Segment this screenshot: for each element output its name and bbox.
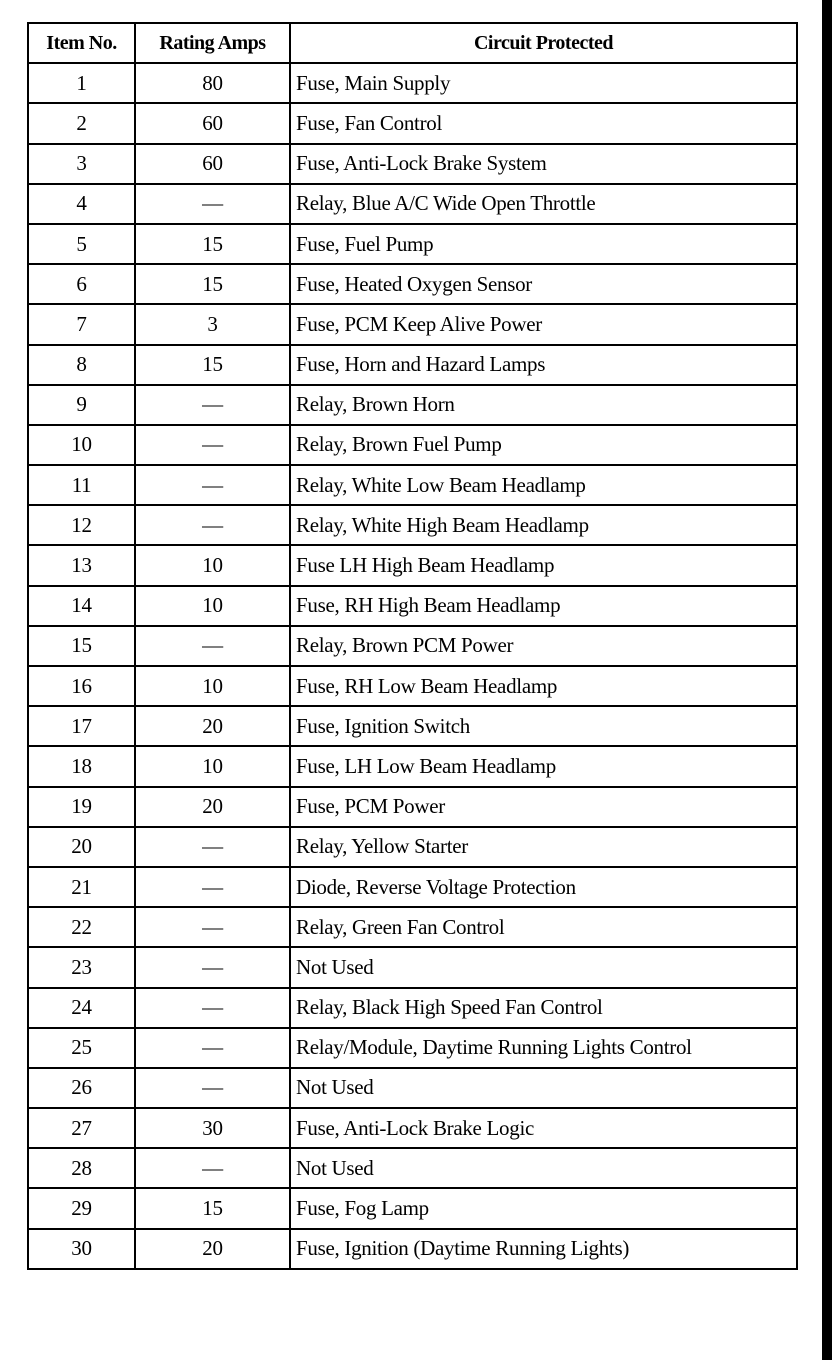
table-row xyxy=(28,545,797,585)
table-row xyxy=(28,1148,797,1188)
cell-circuit-protected: Fuse, Main Supply xyxy=(290,63,797,103)
cell-circuit-protected: Relay, Green Fan Control xyxy=(290,907,797,947)
cell-circuit-protected: Relay, White Low Beam Headlamp xyxy=(290,465,797,505)
cell-circuit-protected: Relay, Brown Fuel Pump xyxy=(290,425,797,465)
cell-circuit-protected: Fuse, RH Low Beam Headlamp xyxy=(290,666,797,706)
cell-item-no: 8 xyxy=(28,345,135,385)
cell-item-no: 23 xyxy=(28,947,135,987)
table-row xyxy=(28,103,797,143)
table-row xyxy=(28,224,797,264)
table-row xyxy=(28,304,797,344)
cell-item-no: 7 xyxy=(28,304,135,344)
cell-circuit-protected: Fuse, Ignition (Daytime Running Lights) xyxy=(290,1229,797,1269)
cell-circuit-protected: Diode, Reverse Voltage Protection xyxy=(290,867,797,907)
table-body xyxy=(28,63,797,1269)
table-row xyxy=(28,947,797,987)
cell-rating-amps: 10 xyxy=(135,746,290,786)
cell-rating-amps: 80 xyxy=(135,63,290,103)
cell-circuit-protected: Fuse, Horn and Hazard Lamps xyxy=(290,345,797,385)
cell-circuit-protected: Fuse, Heated Oxygen Sensor xyxy=(290,264,797,304)
cell-circuit-protected: Relay, Brown Horn xyxy=(290,385,797,425)
cell-circuit-protected: Fuse, Fuel Pump xyxy=(290,224,797,264)
table-row xyxy=(28,345,797,385)
cell-rating-amps: — xyxy=(135,184,290,224)
cell-rating-amps: — xyxy=(135,947,290,987)
cell-rating-amps: — xyxy=(135,626,290,666)
table-row xyxy=(28,505,797,545)
table-row xyxy=(28,586,797,626)
cell-item-no: 29 xyxy=(28,1188,135,1228)
fuse-table xyxy=(27,22,798,1270)
cell-item-no: 19 xyxy=(28,787,135,827)
cell-item-no: 15 xyxy=(28,626,135,666)
cell-item-no: 28 xyxy=(28,1148,135,1188)
table-row xyxy=(28,385,797,425)
cell-rating-amps: 15 xyxy=(135,345,290,385)
cell-circuit-protected: Not Used xyxy=(290,947,797,987)
cell-circuit-protected: Fuse, PCM Power xyxy=(290,787,797,827)
cell-circuit-protected: Relay, Yellow Starter xyxy=(290,827,797,867)
table-row xyxy=(28,465,797,505)
table-row xyxy=(28,988,797,1028)
cell-rating-amps: — xyxy=(135,505,290,545)
cell-circuit-protected: Fuse, Ignition Switch xyxy=(290,706,797,746)
cell-circuit-protected: Relay, White High Beam Headlamp xyxy=(290,505,797,545)
cell-circuit-protected: Relay, Blue A/C Wide Open Throttle xyxy=(290,184,797,224)
cell-rating-amps: 60 xyxy=(135,144,290,184)
cell-rating-amps: — xyxy=(135,827,290,867)
cell-item-no: 30 xyxy=(28,1229,135,1269)
cell-circuit-protected: Fuse, Fan Control xyxy=(290,103,797,143)
table-row xyxy=(28,264,797,304)
cell-rating-amps: — xyxy=(135,867,290,907)
table-row xyxy=(28,626,797,666)
cell-item-no: 2 xyxy=(28,103,135,143)
cell-circuit-protected: Fuse, Anti-Lock Brake System xyxy=(290,144,797,184)
cell-rating-amps: 15 xyxy=(135,264,290,304)
table-row xyxy=(28,1108,797,1148)
cell-item-no: 20 xyxy=(28,827,135,867)
cell-rating-amps: 10 xyxy=(135,666,290,706)
table-row xyxy=(28,827,797,867)
cell-rating-amps: — xyxy=(135,385,290,425)
cell-item-no: 18 xyxy=(28,746,135,786)
table-row xyxy=(28,184,797,224)
table-row xyxy=(28,706,797,746)
table-row xyxy=(28,63,797,103)
header-rating-amps: Rating Amps xyxy=(135,23,290,63)
cell-item-no: 4 xyxy=(28,184,135,224)
table-row xyxy=(28,1188,797,1228)
table-row xyxy=(28,666,797,706)
cell-rating-amps: — xyxy=(135,465,290,505)
cell-circuit-protected: Fuse LH High Beam Headlamp xyxy=(290,545,797,585)
cell-circuit-protected: Fuse, PCM Keep Alive Power xyxy=(290,304,797,344)
cell-circuit-protected: Fuse, Fog Lamp xyxy=(290,1188,797,1228)
table-row xyxy=(28,867,797,907)
cell-item-no: 12 xyxy=(28,505,135,545)
cell-rating-amps: 15 xyxy=(135,224,290,264)
table-row xyxy=(28,746,797,786)
page-edge-bar xyxy=(822,0,832,1360)
cell-item-no: 24 xyxy=(28,988,135,1028)
cell-item-no: 16 xyxy=(28,666,135,706)
table-row xyxy=(28,1028,797,1068)
cell-item-no: 26 xyxy=(28,1068,135,1108)
cell-rating-amps: 10 xyxy=(135,545,290,585)
cell-circuit-protected: Not Used xyxy=(290,1068,797,1108)
cell-item-no: 11 xyxy=(28,465,135,505)
cell-item-no: 25 xyxy=(28,1028,135,1068)
table-header xyxy=(28,23,797,63)
cell-rating-amps: — xyxy=(135,988,290,1028)
cell-circuit-protected: Fuse, Anti-Lock Brake Logic xyxy=(290,1108,797,1148)
cell-item-no: 9 xyxy=(28,385,135,425)
cell-rating-amps: 60 xyxy=(135,103,290,143)
cell-item-no: 5 xyxy=(28,224,135,264)
cell-item-no: 21 xyxy=(28,867,135,907)
table-row xyxy=(28,787,797,827)
cell-circuit-protected: Fuse, RH High Beam Headlamp xyxy=(290,586,797,626)
header-item-no: Item No. xyxy=(28,23,135,63)
table-row xyxy=(28,425,797,465)
table-row xyxy=(28,907,797,947)
cell-rating-amps: — xyxy=(135,1028,290,1068)
cell-rating-amps: — xyxy=(135,1068,290,1108)
cell-item-no: 6 xyxy=(28,264,135,304)
header-row xyxy=(28,23,797,63)
table-row xyxy=(28,1068,797,1108)
cell-item-no: 14 xyxy=(28,586,135,626)
header-circuit-protected: Circuit Protected xyxy=(290,23,797,63)
cell-rating-amps: 3 xyxy=(135,304,290,344)
cell-rating-amps: 15 xyxy=(135,1188,290,1228)
cell-item-no: 27 xyxy=(28,1108,135,1148)
table-row xyxy=(28,1229,797,1269)
cell-item-no: 17 xyxy=(28,706,135,746)
cell-rating-amps: 20 xyxy=(135,1229,290,1269)
cell-circuit-protected: Relay, Brown PCM Power xyxy=(290,626,797,666)
cell-rating-amps: 20 xyxy=(135,787,290,827)
cell-rating-amps: 10 xyxy=(135,586,290,626)
cell-rating-amps: 30 xyxy=(135,1108,290,1148)
cell-circuit-protected: Fuse, LH Low Beam Headlamp xyxy=(290,746,797,786)
cell-rating-amps: — xyxy=(135,425,290,465)
cell-item-no: 1 xyxy=(28,63,135,103)
cell-circuit-protected: Relay, Black High Speed Fan Control xyxy=(290,988,797,1028)
cell-item-no: 22 xyxy=(28,907,135,947)
cell-circuit-protected: Relay/Module, Daytime Running Lights Control xyxy=(290,1028,797,1068)
cell-rating-amps: 20 xyxy=(135,706,290,746)
table-row xyxy=(28,144,797,184)
cell-rating-amps: — xyxy=(135,1148,290,1188)
cell-item-no: 3 xyxy=(28,144,135,184)
cell-item-no: 10 xyxy=(28,425,135,465)
cell-circuit-protected: Not Used xyxy=(290,1148,797,1188)
cell-rating-amps: — xyxy=(135,907,290,947)
cell-item-no: 13 xyxy=(28,545,135,585)
